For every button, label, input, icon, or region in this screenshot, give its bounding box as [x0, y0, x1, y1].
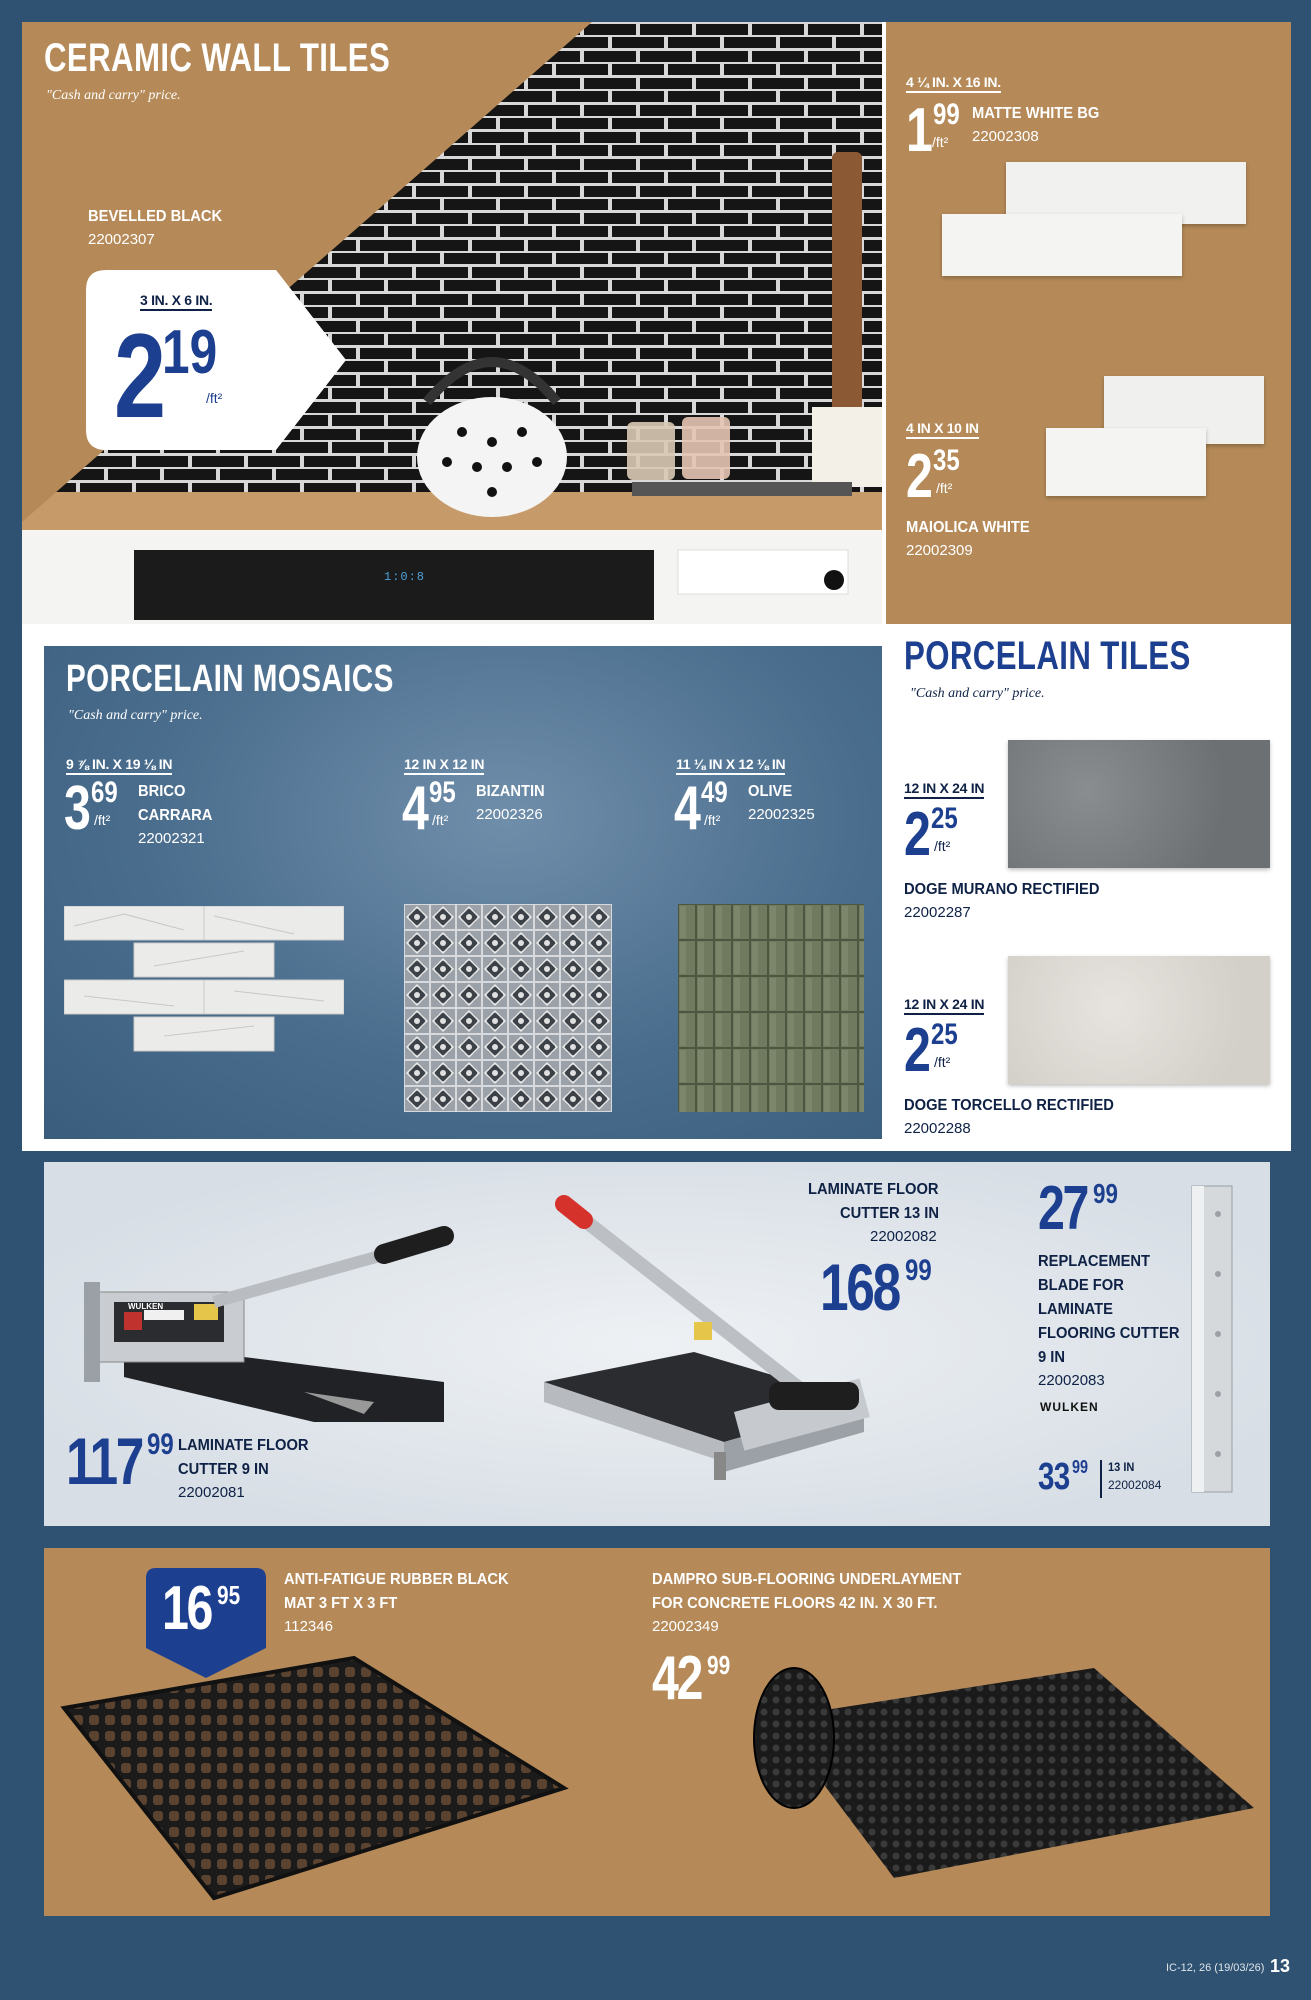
blade-price: [1038, 1174, 1124, 1243]
olive-price-dec: 49: [701, 776, 729, 809]
blade-name1: REPLACEMENT: [1038, 1253, 1151, 1270]
brico-price-dec: 69: [91, 776, 119, 809]
matte-price-dec: 99: [933, 98, 961, 131]
bevelled-unit: /ft²: [206, 390, 223, 406]
mosaics-subtitle: "Cash and carry" price.: [68, 708, 203, 723]
bevelled-price-int: 2: [114, 309, 164, 443]
maiolica-sku: 22002309: [906, 542, 973, 559]
bizantin-name: BIZANTIN: [476, 783, 545, 800]
brico-name1: BRICO: [138, 783, 186, 800]
matte-name: MATTE WHITE BG: [972, 105, 1100, 122]
maiolica-tile-image-2: [1046, 428, 1206, 496]
brico-price: [64, 774, 125, 843]
bizantin-price-int: 4: [402, 774, 427, 843]
blade-image: [1186, 1184, 1238, 1494]
olive-sku: 22002325: [748, 806, 815, 823]
blade-brand: WULKEN: [1040, 1400, 1099, 1414]
olive-size: 11 ⅛ IN X 12 ⅛ IN: [676, 756, 785, 775]
olive-mosaic-image: [678, 904, 864, 1112]
olive-price: [674, 774, 735, 843]
cutter-13in-name1: LAMINATE FLOOR: [808, 1181, 939, 1198]
dampro-price-int: 42: [652, 1644, 702, 1713]
matte-price-int: 1: [906, 96, 931, 165]
bizantin-price-dec: 95: [429, 776, 457, 809]
maiolica-price-int: 2: [906, 442, 931, 511]
bizantin-price: [402, 774, 463, 843]
blade-alt-price-int: 33: [1038, 1456, 1070, 1498]
blade-sku: 22002083: [1038, 1372, 1105, 1389]
olive-name: OLIVE: [748, 783, 793, 800]
brico-unit: /ft²: [94, 812, 111, 828]
blade-alt-divider: [1100, 1460, 1102, 1498]
footer-code: IC-12, 26 (19/03/26): [1166, 1962, 1265, 1974]
cutter-9in-name1: LAMINATE FLOOR: [178, 1437, 309, 1454]
torcello-unit: /ft²: [934, 1054, 951, 1070]
matte-price: [906, 96, 967, 165]
blade-alt-price-dec: 99: [1072, 1457, 1089, 1477]
maiolica-unit: /ft²: [936, 480, 953, 496]
dampro-name1: DAMPRO SUB-FLOORING UNDERLAYMENT: [652, 1571, 962, 1588]
torcello-price-int: 2: [904, 1016, 929, 1085]
matte-sku: 22002308: [972, 128, 1039, 145]
torcello-name: DOGE TORCELLO RECTIFIED: [904, 1097, 1114, 1114]
blade-name4: FLOORING CUTTER: [1038, 1325, 1180, 1342]
cutter-13in-price-int: 168: [820, 1250, 899, 1324]
bevelled-name: BEVELLED BLACK: [88, 208, 223, 225]
porcelain-title: PORCELAIN TILES: [904, 634, 1191, 678]
cutter-13in-sku: 22002082: [870, 1228, 937, 1245]
blade-alt-size: 13 IN: [1108, 1460, 1135, 1474]
mat-sku: 112346: [284, 1618, 333, 1635]
bizantin-mosaic-image: [404, 904, 612, 1112]
bizantin-unit: /ft²: [432, 812, 449, 828]
murano-sku: 22002287: [904, 904, 971, 921]
porcelain-subtitle: "Cash and carry" price.: [910, 686, 1045, 701]
dampro-roll-image: [734, 1658, 1254, 1888]
murano-price: [904, 800, 965, 869]
matte-size: 4 ¼ IN. X 16 IN.: [906, 74, 1001, 93]
matte-tile-image-2: [942, 214, 1182, 276]
maiolica-price-dec: 35: [933, 444, 961, 477]
cutter-13in-name2: CUTTER 13 IN: [840, 1205, 939, 1222]
brico-carrara-tiles-image: [64, 906, 344, 1056]
cutters-section: [44, 1162, 1270, 1526]
mat-name1: ANTI-FATIGUE RUBBER BLACK: [284, 1571, 509, 1588]
murano-price-dec: 25: [931, 802, 959, 835]
dampro-name2: FOR CONCRETE FLOORS 42 IN. X 30 FT.: [652, 1595, 938, 1612]
mats-section: [44, 1548, 1270, 1916]
page-number: 13: [1270, 1956, 1291, 1976]
blade-price-dec: 99: [1092, 1178, 1118, 1209]
mat-price-int: 16: [162, 1574, 212, 1643]
murano-tile-image: [1008, 740, 1270, 868]
mosaics-panel: [44, 646, 882, 1139]
brico-name2: CARRARA: [138, 807, 213, 824]
cutter-9in-price: [66, 1424, 181, 1498]
olive-unit: /ft²: [704, 812, 721, 828]
cutter-9in-image: [64, 1192, 534, 1462]
blade-name5: 9 IN: [1038, 1349, 1065, 1366]
ceramic-right-panel: [886, 22, 1291, 624]
dampro-sku: 22002349: [652, 1618, 719, 1635]
oven-display: 1:0:8: [384, 570, 426, 584]
ceramic-title: CERAMIC WALL TILES: [44, 36, 391, 80]
ceramic-section: [22, 22, 1291, 624]
torcello-sku: 22002288: [904, 1120, 971, 1137]
murano-name: DOGE MURANO RECTIFIED: [904, 881, 1100, 898]
torcello-price: [904, 1016, 965, 1085]
cutter-9in-sku: 22002081: [178, 1484, 245, 1501]
cutter-9in-price-int: 117: [66, 1424, 143, 1498]
blade-price-int: 27: [1038, 1174, 1088, 1243]
cutter-9in-price-dec: 99: [147, 1428, 175, 1461]
bevelled-size: 3 IN. X 6 IN.: [140, 292, 212, 311]
blade-name2: BLADE FOR: [1038, 1277, 1124, 1294]
cutter-13in-price-dec: 99: [905, 1254, 932, 1287]
mosaics-title: PORCELAIN MOSAICS: [66, 658, 394, 700]
blade-name3: LAMINATE: [1038, 1301, 1113, 1318]
cutter-9in-brand: WULKEN: [128, 1302, 164, 1311]
torcello-size: 12 IN X 24 IN: [904, 996, 984, 1015]
matte-unit: /ft²: [932, 134, 949, 150]
brico-sku: 22002321: [138, 830, 205, 847]
torcello-tile-image: [1008, 956, 1270, 1084]
bevelled-price-dec: 19: [161, 318, 217, 387]
murano-unit: /ft²: [934, 838, 951, 854]
torcello-price-dec: 25: [931, 1018, 959, 1051]
mat-name2: MAT 3 FT X 3 FT: [284, 1595, 398, 1612]
mat-price-dec: 95: [216, 1580, 241, 1610]
rubber-mat-image: [54, 1648, 574, 1908]
cutter-9in-name2: CUTTER 9 IN: [178, 1461, 269, 1478]
maiolica-name: MAIOLICA WHITE: [906, 519, 1030, 536]
maiolica-size: 4 IN X 10 IN: [906, 420, 979, 439]
ceramic-subtitle: "Cash and carry" price.: [46, 88, 181, 103]
olive-price-int: 4: [674, 774, 699, 843]
maiolica-price: [906, 442, 967, 511]
murano-size: 12 IN X 24 IN: [904, 780, 984, 799]
mat-price: [162, 1574, 246, 1643]
brico-size: 9 ⅞ IN. X 19 ⅛ IN: [66, 756, 172, 775]
blade-alt-price: [1038, 1458, 1092, 1496]
murano-price-int: 2: [904, 800, 929, 869]
dampro-price: [652, 1644, 736, 1713]
mosaic-porcelain-section: [22, 624, 1291, 1151]
bevelled-sku: 22002307: [88, 231, 155, 248]
bevelled-price: [114, 309, 231, 443]
cutter-13in-price: [820, 1250, 939, 1324]
dampro-price-dec: 99: [706, 1650, 731, 1680]
bizantin-size: 12 IN X 12 IN: [404, 756, 484, 775]
bizantin-sku: 22002326: [476, 806, 543, 823]
brico-price-int: 3: [64, 774, 89, 843]
blade-alt-sku: 22002084: [1108, 1478, 1162, 1492]
